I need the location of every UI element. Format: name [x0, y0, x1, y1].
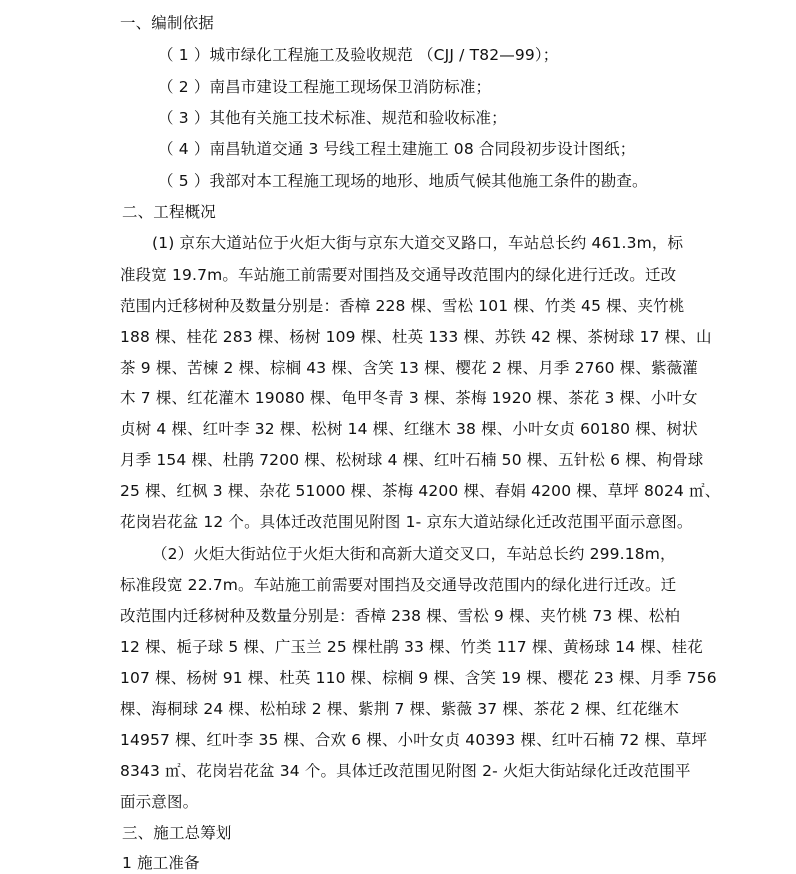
basis-item-3: （ 3 ）其他有关施工技术标准、规范和验收标准； — [158, 109, 507, 127]
paragraph-line: (1) 京东大道站位于火炬大街与京东大道交叉路口，车站总长约 461.3m，标 — [152, 234, 684, 252]
paragraph-line: 月季 154 棵、杜鹃 7200 棵、松树球 4 棵、红叶石楠 50 棵、五针松 6 棵、枸骨球 — [120, 451, 704, 469]
basis-item-2: （ 2 ）南昌市建设工程施工现场保卫消防标准； — [158, 78, 492, 96]
paragraph-line: 棵、海桐球 24 棵、松柏球 2 棵、紫荆 7 棵、紫薇 37 棵、茶花 2 棵、红花继木 — [120, 700, 680, 718]
paragraph-line: 范围内迁移树种及数量分别是：香樟 228 棵、雪松 101 棵、竹类 45 棵、夹竹桃 — [120, 297, 685, 315]
paragraph-line: 改范围内迁移树种及数量分别是：香樟 238 棵、雪松 9 棵、夹竹桃 73 棵、松柏 — [120, 607, 681, 625]
paragraph-line: 107 棵、杨树 91 棵、杜英 110 棵、棕榈 9 棵、含笑 19 棵、樱花 23 棵、月季 756 — [120, 669, 717, 687]
paragraph-line: 25 棵、红枫 3 棵、杂花 51000 棵、茶梅 4200 棵、春娟 4200 棵、草坪 8024 ㎡、 — [120, 482, 721, 500]
paragraph-line: 贞树 4 棵、红叶李 32 棵、松树 14 棵、红继木 38 棵、小叶女贞 60180 棵、树状 — [120, 420, 698, 438]
section-heading-basis: 一、编制依据 — [120, 14, 214, 32]
paragraph-line: 188 棵、桂花 283 棵、杨树 109 棵、杜英 133 棵、苏铁 42 棵、茶树球 17 棵、山 — [120, 328, 712, 346]
basis-item-4: （ 4 ）南昌轨道交通 3 号线工程土建施工 08 合同段初步设计图纸； — [158, 140, 636, 158]
paragraph-line: 木 7 棵、红花灌木 19080 棵、龟甲冬青 3 棵、茶梅 1920 棵、茶花 3 棵、小叶女 — [120, 389, 698, 407]
paragraph-line: 8343 ㎡、花岗岩花盆 34 个。具体迁改范围见附图 2- 火炬大街站绿化迁改范围平 — [120, 762, 691, 780]
section-heading-overview: 二、工程概况 — [122, 203, 216, 221]
basis-item-5: （ 5 ）我部对本工程施工现场的地形、地质气候其他施工条件的勘查。 — [158, 172, 648, 190]
paragraph-line: 12 棵、栀子球 5 棵、广玉兰 25 棵杜鹃 33 棵、竹类 117 棵、黄杨球 14 棵、桂花 — [120, 638, 703, 656]
basis-item-1: （ 1 ）城市绿化工程施工及验收规范 （CJJ / T82—99）； — [158, 46, 559, 64]
paragraph-line: 面示意图。 — [120, 793, 199, 811]
paragraph-line: 茶 9 棵、苦楝 2 棵、棕榈 43 棵、含笑 13 棵、樱花 2 棵、月季 2760 棵、紫薇灌 — [120, 359, 698, 377]
subsection-heading-preparation: 1 施工准备 — [122, 854, 200, 872]
paragraph-line: 14957 棵、红叶李 35 棵、合欢 6 棵、小叶女贞 40393 棵、红叶石楠 72 棵、草坪 — [120, 731, 708, 749]
paragraph-line: 标准段宽 22.7m。车站施工前需要对围挡及交通导改范围内的绿化进行迁改。迁 — [120, 576, 677, 594]
paragraph-line: 花岗岩花盆 12 个。具体迁改范围见附图 1- 京东大道站绿化迁改范围平面示意图。 — [120, 513, 693, 531]
paragraph-line: 准段宽 19.7m。车站施工前需要对围挡及交通导改范围内的绿化进行迁改。迁改 — [120, 266, 677, 284]
section-heading-plan: 三、施工总筹划 — [122, 824, 232, 842]
paragraph-line: （2）火炬大街站位于火炬大街和高新大道交叉口，车站总长约 299.18m， — [152, 545, 676, 563]
